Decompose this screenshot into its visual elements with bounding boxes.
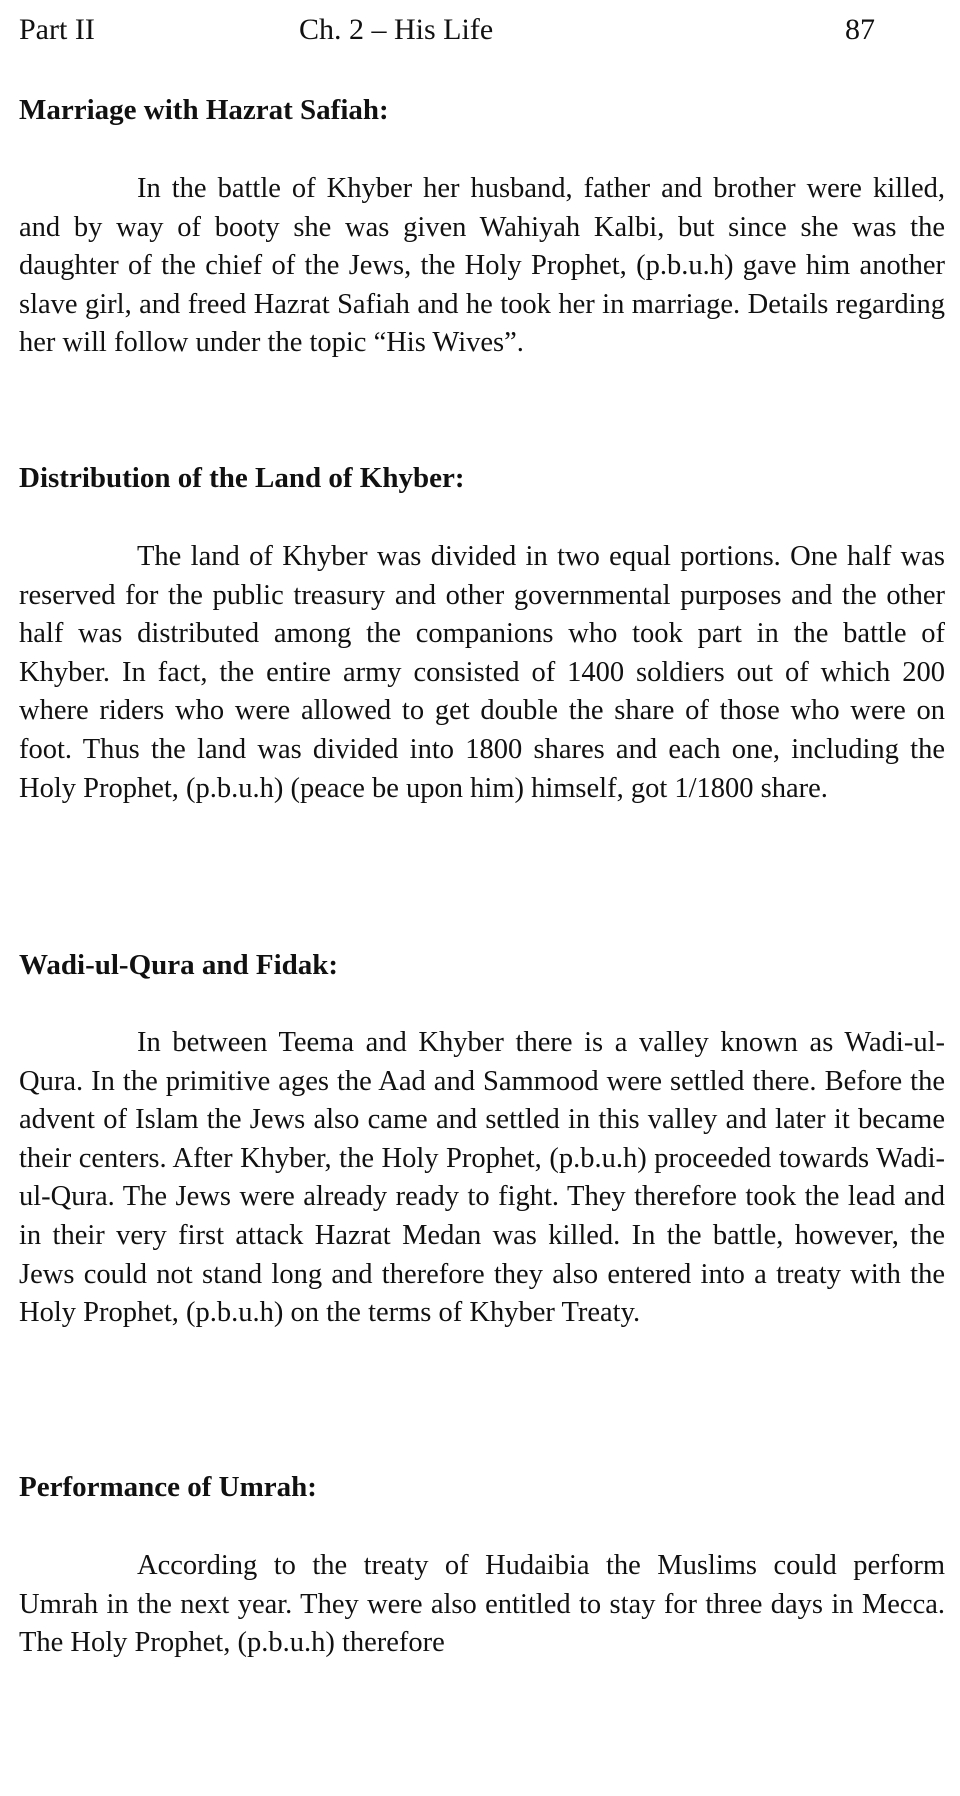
section-heading-umrah: Performance of Umrah: [19,1471,317,1503]
part-label: Part II [19,13,95,46]
paragraph-marriage: In the battle of Khyber her husband, father and brother were killed, and by way of booty she was given Wahiyah Kalbi, but since she was the daughter of the chief of the Jews, the Holy Prophet, (p.b.u.h) gave him another slave girl, and freed Hazrat Safiah and he took her in marriage. Details regarding her will follow under the topic “His Wives”. [19,173,945,359]
section-heading-marriage: Marriage with Hazrat Safiah: [19,94,389,126]
book-page [19,0,945,1659]
page-number: 87 [845,13,875,46]
running-header [19,0,945,60]
chapter-title: Ch. 2 – His Life [299,13,494,46]
paragraph-wadi-ul-qura: In between Teema and Khyber there is a valley known as Wadi-ul-Qura. In the primitive ages the Aad and Sammood were settled there. Before the advent of Islam the Jews also came and settled in this valley and later it became their centers. After Khyber, the Holy Prophet, (p.b.u.h) proceeded towards Wadi-ul-Qura. The Jews were already ready to fight. They therefore took the lead and in their very first attack Hazrat Medan was killed. In the battle, however, the Jews could not stand long and therefore they also entered into a treaty with the Holy Prophet, (p.b.u.h) on the terms of Khyber Treaty. [19,1027,945,1329]
section-heading-wadi-ul-qura: Wadi-ul-Qura and Fidak: [19,949,339,981]
paragraph-distribution: The land of Khyber was divided in two equal portions. One half was reserved for the public treasury and other governmental purposes and the other half was distributed among the companions who took part in the battle of Khyber. In fact, the entire army consisted of 1400 soldiers out of which 200 where riders who were allowed to get double the share of those who were on foot. Thus the land was divided into 1800 shares and each one, including the Holy Prophet, (p.b.u.h) (peace be upon him) himself, got 1/1800 share. [19,541,945,804]
section-heading-distribution: Distribution of the Land of Khyber: [19,462,465,494]
paragraph-umrah: According to the treaty of Hudaibia the Muslims could perform Umrah in the next year. They were also entitled to stay for three days in Mecca. The Holy Prophet, (p.b.u.h) therefore [19,1550,945,1659]
